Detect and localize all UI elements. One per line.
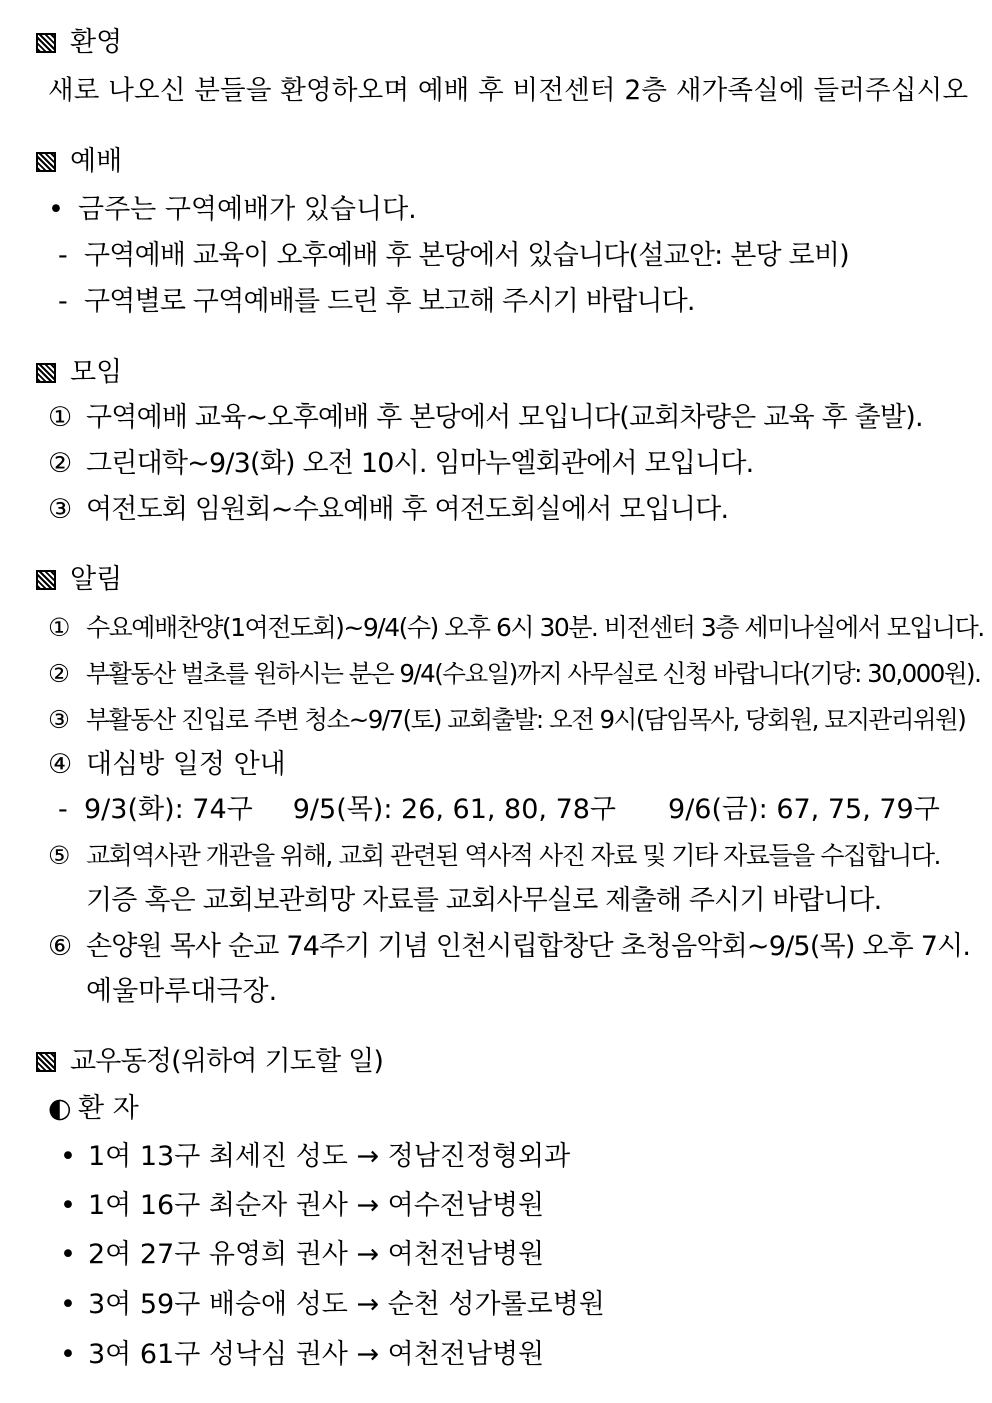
item-number: ② bbox=[48, 659, 69, 688]
notice-item bbox=[48, 657, 980, 691]
worship-sub-2 bbox=[58, 285, 695, 319]
section-title: 알림 bbox=[70, 564, 123, 595]
item-text: 대심방 일정 안내 bbox=[86, 749, 286, 780]
notice-item bbox=[48, 930, 970, 964]
bullet-icon: • bbox=[60, 1141, 76, 1172]
bullet-icon: • bbox=[60, 1289, 76, 1320]
patient-text: 3여 59구 배승애 성도 → 순천 성가롤로병원 bbox=[88, 1289, 605, 1320]
section-header-notice bbox=[36, 563, 122, 597]
meeting-item bbox=[48, 401, 923, 435]
worship-main bbox=[48, 193, 417, 227]
section-header-welcome bbox=[36, 26, 122, 60]
patient-text: 1여 13구 최세진 성도 → 정남진정형외과 bbox=[88, 1141, 571, 1172]
item-number: ⑤ bbox=[48, 841, 69, 870]
patients-subheader bbox=[48, 1092, 139, 1126]
patient-text: 1여 16구 최순자 권사 → 여수전남병원 bbox=[88, 1190, 545, 1221]
section-marker-icon bbox=[36, 33, 56, 53]
item-text: 부활동산 벌초를 원하시는 분은 9/4(수요일)까지 사무실로 신청 바랍니다(기당: 30,000원). bbox=[86, 659, 981, 688]
section-title: 예배 bbox=[70, 146, 123, 177]
patient-text: 3여 61구 성낙심 권사 → 여천전남병원 bbox=[88, 1339, 545, 1370]
item-number: ② bbox=[48, 448, 72, 479]
patient-item bbox=[60, 1189, 544, 1223]
item-number: ④ bbox=[48, 749, 73, 780]
section-marker-icon bbox=[36, 570, 56, 590]
item-number: ③ bbox=[48, 705, 69, 734]
section-header-meeting bbox=[36, 356, 122, 390]
notice-item bbox=[48, 748, 286, 782]
item-text: 교회역사관 개관을 위해, 교회 관련된 역사적 사진 자료 및 기타 자료들을 수집합니다. bbox=[86, 841, 940, 870]
visit-schedule-entry: 9/5(목): 26, 61, 80, 78구 bbox=[292, 794, 617, 825]
notice-item-continuation: 예울마루대극장. bbox=[86, 976, 278, 1007]
worship-main-text: 금주는 구역예배가 있습니다. bbox=[78, 194, 417, 225]
dash-icon: - bbox=[58, 240, 67, 271]
item-number: ① bbox=[48, 402, 72, 433]
patient-item bbox=[60, 1288, 605, 1322]
item-text: 부활동산 진입로 주변 청소~9/7(토) 교회출발: 오전 9시(담임목사, 당회원, 묘지관리위원) bbox=[86, 705, 966, 734]
bullet-icon: • bbox=[60, 1239, 76, 1270]
patient-text: 2여 27구 유영희 권사 → 여천전남병원 bbox=[88, 1239, 545, 1270]
half-circle-icon: ◐ bbox=[48, 1093, 72, 1124]
notice-item bbox=[48, 611, 984, 645]
item-text: 여전도회 임원회~수요예배 후 여전도회실에서 모입니다. bbox=[86, 494, 729, 525]
patients-subtitle: 환 자 bbox=[78, 1093, 139, 1124]
bullet-icon: • bbox=[60, 1190, 76, 1221]
item-text: 그린대학~9/3(화) 오전 10시. 임마누엘회관에서 모입니다. bbox=[86, 448, 754, 479]
patient-item bbox=[60, 1238, 544, 1272]
dash-icon: - bbox=[58, 794, 68, 825]
item-text: 구역예배 교육~오후예배 후 본당에서 모입니다(교회차량은 교육 후 출발). bbox=[86, 402, 923, 433]
patient-item bbox=[60, 1338, 544, 1372]
section-header-prayer bbox=[36, 1045, 383, 1079]
section-title: 모임 bbox=[70, 357, 123, 388]
section-marker-icon bbox=[36, 152, 56, 172]
item-text: 수요예배찬양(1여전도회)~9/4(수) 오후 6시 30분. 비전센터 3층 세미나실에서 모입니다. bbox=[86, 613, 984, 642]
item-number: ① bbox=[48, 613, 69, 642]
section-header-worship bbox=[36, 145, 122, 179]
meeting-item bbox=[48, 447, 753, 481]
worship-sub-1-text: 구역예배 교육이 오후예배 후 본당에서 있습니다(설교안: 본당 로비) bbox=[84, 240, 849, 271]
item-number: ③ bbox=[48, 494, 72, 525]
visit-schedule bbox=[58, 793, 940, 827]
visit-schedule-entry: 9/3(화): 74구 bbox=[84, 794, 253, 825]
dash-icon: - bbox=[58, 286, 67, 317]
meeting-item bbox=[48, 493, 728, 527]
item-text: 손양원 목사 순교 74주기 기념 인천시립합창단 초청음악회~9/5(목) 오후 7시. bbox=[86, 931, 971, 962]
notice-item bbox=[48, 703, 965, 737]
section-marker-icon bbox=[36, 1052, 56, 1072]
visit-schedule-entry: 9/6(금): 67, 75, 79구 bbox=[668, 794, 940, 825]
section-title: 환영 bbox=[70, 27, 123, 58]
notice-item-continuation: 기증 혹은 교회보관희망 자료를 교회사무실로 제출해 주시기 바랍니다. bbox=[86, 885, 882, 916]
patient-item bbox=[60, 1140, 570, 1174]
bullet-icon: • bbox=[60, 1339, 76, 1370]
section-title: 교우동정(위하여 기도할 일) bbox=[70, 1046, 384, 1077]
worship-sub-2-text: 구역별로 구역예배를 드린 후 보고해 주시기 바랍니다. bbox=[84, 286, 695, 317]
section-marker-icon bbox=[36, 363, 56, 383]
worship-sub-1 bbox=[58, 239, 849, 273]
bullet-icon: • bbox=[48, 194, 64, 225]
welcome-text: 새로 나오신 분들을 환영하오며 예배 후 비전센터 2층 새가족실에 들러주십시오 bbox=[48, 75, 969, 106]
item-number: ⑥ bbox=[48, 931, 72, 962]
notice-item bbox=[48, 839, 940, 873]
